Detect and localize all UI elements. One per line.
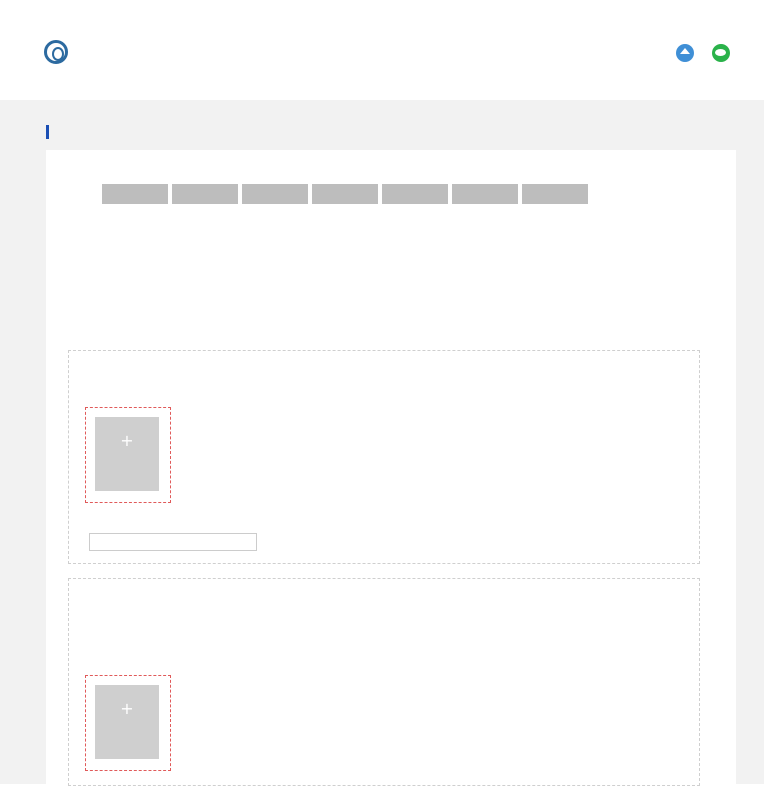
step-tab[interactable] xyxy=(522,184,588,204)
site-subtitle xyxy=(72,40,132,50)
note-line xyxy=(66,308,726,318)
photo-subtext xyxy=(85,379,205,389)
main-panel xyxy=(46,150,736,784)
site-title xyxy=(72,52,272,74)
step-tab[interactable] xyxy=(382,184,448,204)
plus-icon: + xyxy=(120,431,134,450)
plus-icon: + xyxy=(120,699,134,718)
auth-warning xyxy=(85,607,205,617)
step-tab[interactable] xyxy=(312,184,378,204)
upload-tile xyxy=(95,417,159,491)
header xyxy=(0,0,764,96)
wechat-link[interactable] xyxy=(712,44,734,62)
note-line xyxy=(66,298,726,308)
notes-title xyxy=(66,278,726,288)
upload-tile xyxy=(95,685,159,759)
site-logo xyxy=(44,40,68,64)
photo-heading xyxy=(85,367,285,377)
step-tab[interactable] xyxy=(452,184,518,204)
home-icon xyxy=(676,44,694,62)
authorization-upload-section xyxy=(68,578,700,786)
step-tabs xyxy=(102,184,588,204)
step-tab[interactable] xyxy=(172,184,238,204)
remark-row xyxy=(85,533,257,551)
auth-heading xyxy=(85,595,285,605)
upload-label xyxy=(95,723,159,733)
note-line xyxy=(66,288,726,298)
overlay-title xyxy=(454,62,614,94)
home-link[interactable] xyxy=(676,44,698,62)
photo-upload-section xyxy=(68,350,700,564)
remark-input[interactable] xyxy=(89,533,257,551)
upload-label xyxy=(95,455,159,465)
auth-note-title xyxy=(85,619,145,629)
auth-note-text xyxy=(85,633,145,643)
section-title xyxy=(46,125,127,139)
user-links[interactable] xyxy=(608,76,728,88)
auth-upload-button[interactable] xyxy=(85,675,171,771)
top-links xyxy=(676,44,734,62)
photo-upload-button[interactable] xyxy=(85,407,171,503)
step-tab[interactable] xyxy=(242,184,308,204)
notes xyxy=(66,278,726,318)
apply-title xyxy=(46,242,736,256)
step-tab[interactable] xyxy=(102,184,168,204)
wechat-icon xyxy=(712,44,730,62)
auth-warning-2 xyxy=(85,645,205,655)
